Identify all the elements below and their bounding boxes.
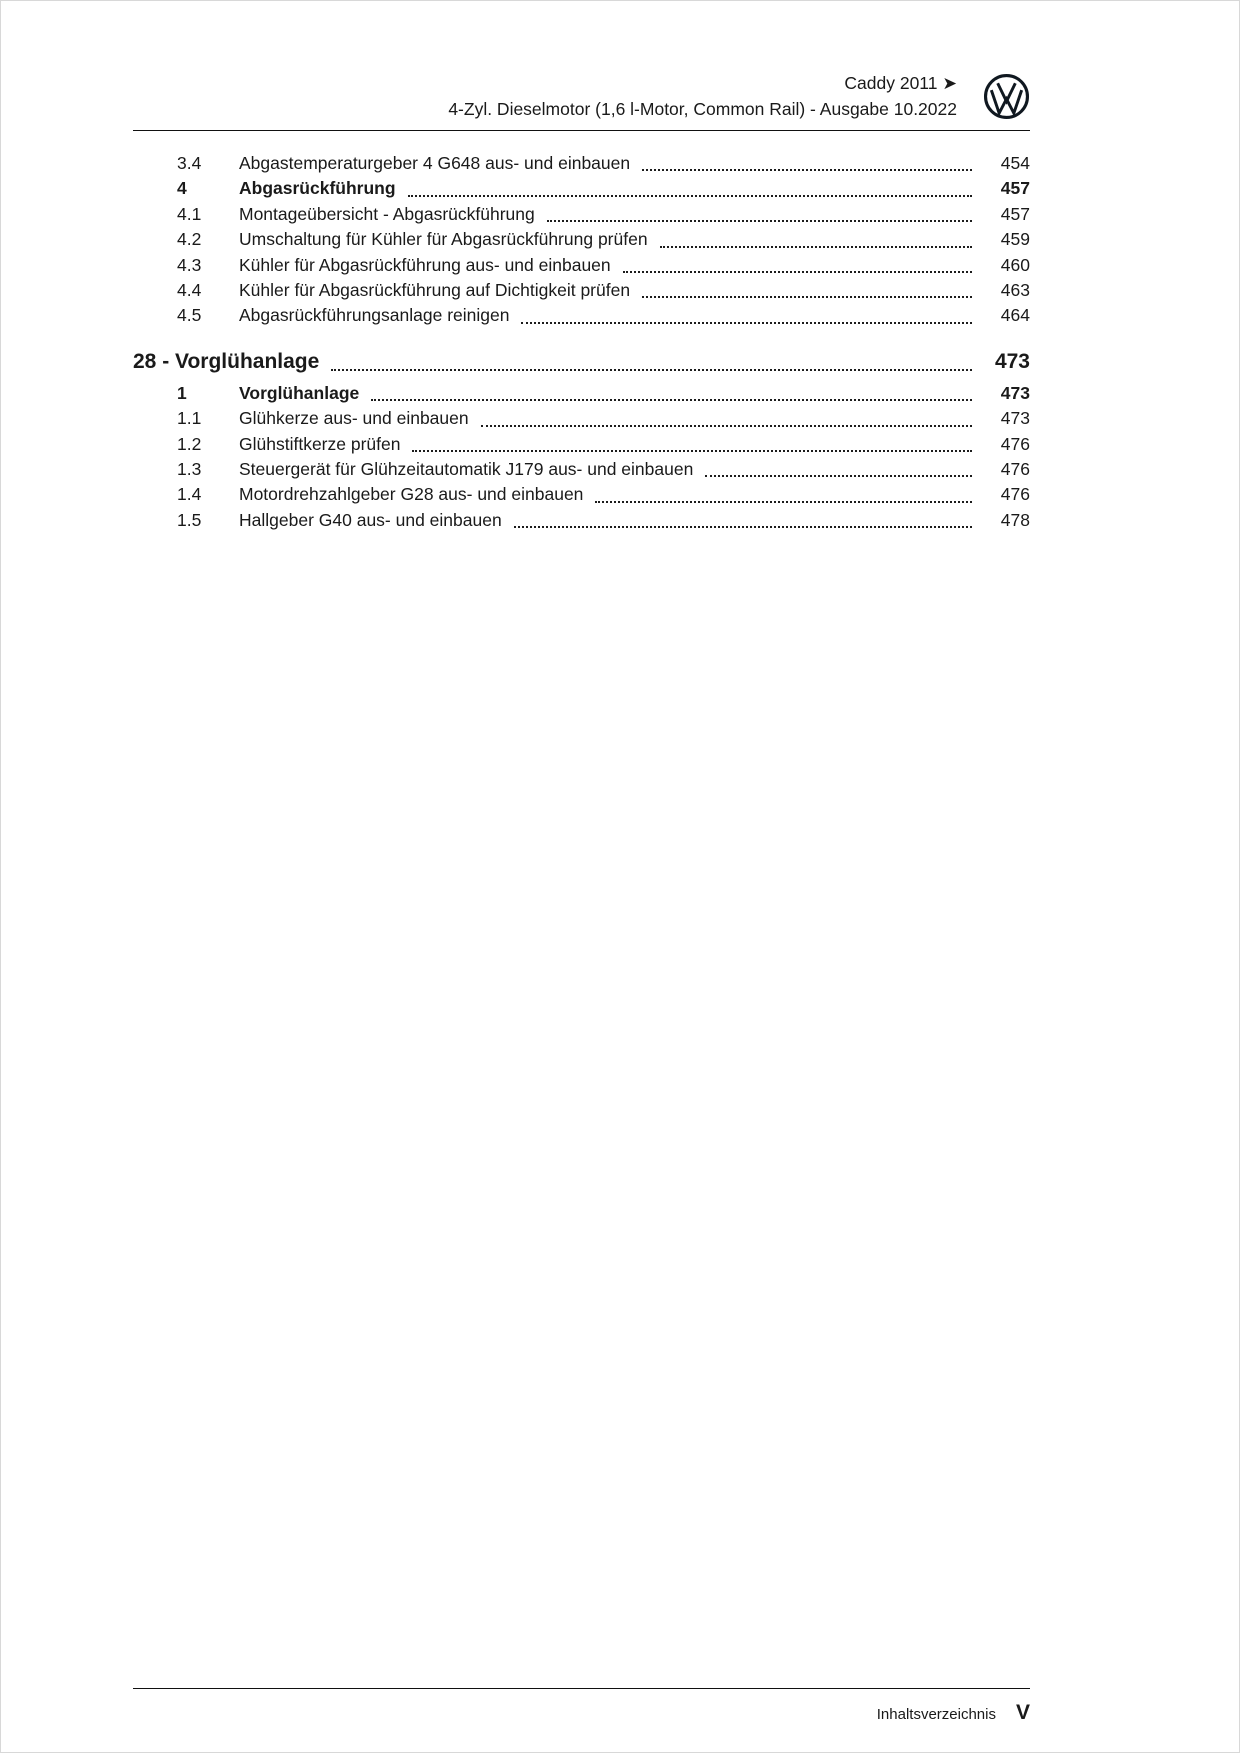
entry-title: Glühstiftkerze prüfen bbox=[239, 433, 401, 454]
entry-number: 1.4 bbox=[177, 484, 202, 505]
header-text-block bbox=[448, 70, 957, 122]
page-footer bbox=[133, 1688, 1030, 1725]
dot-leader bbox=[412, 450, 972, 452]
dot-leader bbox=[408, 195, 972, 197]
dot-leader bbox=[481, 425, 972, 427]
entry-title: Montageübersicht - Abgasrückführung bbox=[239, 203, 535, 224]
toc-entry-row bbox=[133, 482, 1030, 507]
entry-number: 1.2 bbox=[177, 433, 202, 454]
dot-leader bbox=[547, 220, 972, 222]
entry-title: Kühler für Abgasrückführung auf Dichtigkeit prüfen bbox=[239, 280, 631, 301]
vw-logo-icon bbox=[983, 73, 1030, 120]
dot-leader bbox=[642, 169, 972, 171]
entry-title: Abgastemperaturgeber 4 G648 aus- und einbauen bbox=[239, 153, 631, 173]
entry-number: 4.5 bbox=[177, 305, 202, 326]
table-of-contents bbox=[0, 131, 1240, 533]
chapter-label: 28 - Vorglühanlage bbox=[133, 349, 320, 373]
entry-title: Kühler für Abgasrückführung aus- und einbauen bbox=[239, 254, 611, 275]
entry-number: 4 bbox=[177, 178, 187, 199]
entry-page-number: 473 bbox=[1000, 408, 1030, 429]
entry-number: 1.1 bbox=[177, 408, 202, 429]
entry-number: 1.3 bbox=[177, 459, 202, 480]
entry-number: 4.3 bbox=[177, 254, 202, 275]
dot-leader bbox=[642, 296, 972, 298]
entry-page-number: 460 bbox=[1000, 254, 1030, 275]
footer-label: Inhaltsverzeichnis bbox=[876, 1706, 996, 1723]
dot-leader bbox=[521, 322, 972, 324]
entry-page-number: 478 bbox=[1000, 509, 1030, 530]
entry-number: 4.2 bbox=[177, 229, 202, 250]
toc-entry-row bbox=[133, 457, 1030, 482]
footer-page-marker: V bbox=[1015, 1701, 1030, 1724]
toc-entry-row bbox=[133, 278, 1030, 303]
entry-title: Umschaltung für Kühler für Abgasrückführung prüfen bbox=[239, 229, 648, 250]
toc-entry-row bbox=[133, 253, 1030, 278]
toc-entry-row bbox=[133, 406, 1030, 431]
toc-entry-row bbox=[133, 432, 1030, 457]
dot-leader bbox=[371, 399, 972, 401]
entry-number: 4.1 bbox=[177, 203, 202, 224]
entry-page-number: 457 bbox=[1000, 178, 1030, 199]
entry-page-number: 476 bbox=[1000, 459, 1030, 480]
entry-page-number: 463 bbox=[1000, 280, 1030, 301]
chapter-page-number: 473 bbox=[994, 349, 1030, 373]
entry-title: Steuergerät für Glühzeitautomatik J179 aus- und einbauen bbox=[239, 459, 694, 480]
header-subtitle: 4-Zyl. Dieselmotor (1,6 l-Motor, Common Rail) - Ausgabe 10.2022 bbox=[448, 99, 957, 119]
footer-rule bbox=[133, 1688, 1030, 1689]
entry-page-number: 476 bbox=[1000, 484, 1030, 505]
entry-page-number: 457 bbox=[1000, 203, 1030, 224]
entry-number: 1 bbox=[177, 382, 187, 403]
toc-entry-row bbox=[133, 227, 1030, 252]
entry-title: Hallgeber G40 aus- und einbauen bbox=[239, 509, 502, 530]
entry-page-number: 473 bbox=[1000, 382, 1030, 403]
header-model-line: Caddy 2011 ➤ bbox=[844, 73, 957, 93]
entry-page-number: 464 bbox=[1000, 305, 1030, 326]
entry-page-number: 454 bbox=[1000, 153, 1030, 173]
toc-entry-row bbox=[133, 303, 1030, 328]
entry-number: 3.4 bbox=[177, 153, 202, 173]
entry-page-number: 476 bbox=[1000, 433, 1030, 454]
dot-leader bbox=[660, 246, 972, 248]
entry-title: Abgasrückführung bbox=[239, 178, 396, 199]
entry-title: Glühkerze aus- und einbauen bbox=[239, 408, 469, 429]
dot-leader bbox=[595, 501, 972, 503]
entry-page-number: 459 bbox=[1000, 229, 1030, 250]
toc-entry-row bbox=[133, 151, 1030, 176]
entry-number: 4.4 bbox=[177, 280, 202, 301]
entry-title: Abgasrückführungsanlage reinigen bbox=[239, 305, 510, 326]
page-header bbox=[0, 0, 1240, 131]
dot-leader bbox=[331, 369, 972, 371]
entry-title: Vorglühanlage bbox=[239, 382, 360, 403]
dot-leader bbox=[623, 271, 972, 273]
dot-leader bbox=[514, 526, 972, 528]
toc-entry-row bbox=[133, 176, 1030, 201]
toc-entry-row bbox=[133, 381, 1030, 406]
dot-leader bbox=[705, 475, 972, 477]
toc-entry-row bbox=[133, 508, 1030, 533]
entry-number: 1.5 bbox=[177, 509, 202, 530]
chapter-heading-row bbox=[133, 347, 1030, 377]
toc-entry-row bbox=[133, 202, 1030, 227]
entry-title: Motordrehzahlgeber G28 aus- und einbauen bbox=[239, 484, 584, 505]
